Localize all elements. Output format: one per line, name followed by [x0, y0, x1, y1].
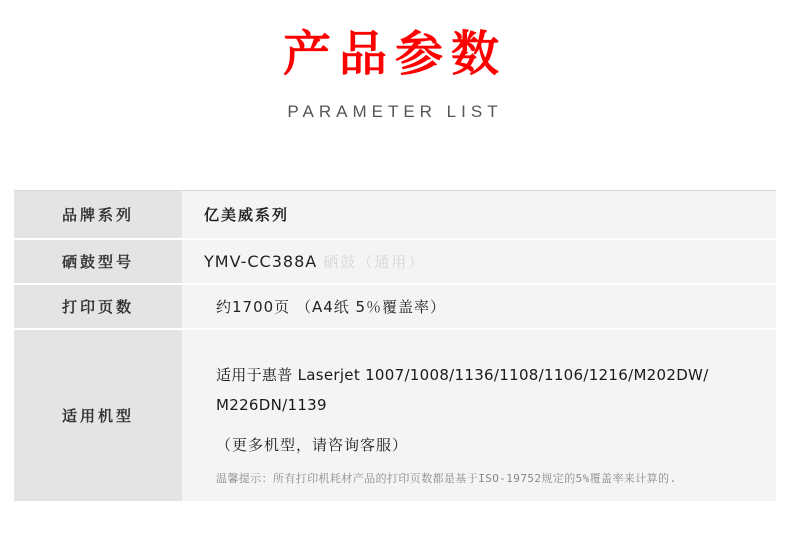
row-value-page-yield: 约1700页 （A4纸 5％覆盖率）	[182, 285, 776, 329]
table-row	[14, 285, 776, 330]
row-value-cartridge-model	[182, 240, 776, 284]
row-label-page-yield: 打印页数	[14, 285, 182, 329]
row-value-compatible-models	[182, 330, 776, 502]
page-title: 产品参数	[282, 26, 507, 82]
compatible-models-note: （更多机型，请咨询客服）	[216, 436, 409, 454]
row-value-brand-series: 亿美威系列	[182, 191, 776, 239]
compatible-models-line-1: 适用于惠普 Laserjet 1007/1008/1136/1108/1106/1216/M202DW/	[216, 366, 709, 384]
cartridge-model-text: YMV-CC388A	[204, 252, 318, 271]
row-label-cartridge-model: 硒鼓型号	[14, 240, 182, 284]
table-row	[14, 330, 776, 503]
page-header	[0, 0, 790, 122]
page-subtitle: PARAMETER LIST	[287, 101, 503, 121]
row-label-compatible-models: 适用机型	[14, 330, 182, 502]
cartridge-model-faint-text: 硒鼓（通用）	[323, 253, 426, 271]
table-row	[14, 191, 776, 240]
compatible-models-tip: 温馨提示：所有打印机耗材产品的打印页数都是基于ISO-19752规定的5%覆盖率来计算的.	[216, 472, 677, 485]
compatible-models-line-2: M226DN/1139	[216, 396, 327, 414]
row-label-brand-series: 品牌系列	[14, 191, 182, 239]
table-row	[14, 240, 776, 285]
parameter-table	[14, 190, 776, 503]
